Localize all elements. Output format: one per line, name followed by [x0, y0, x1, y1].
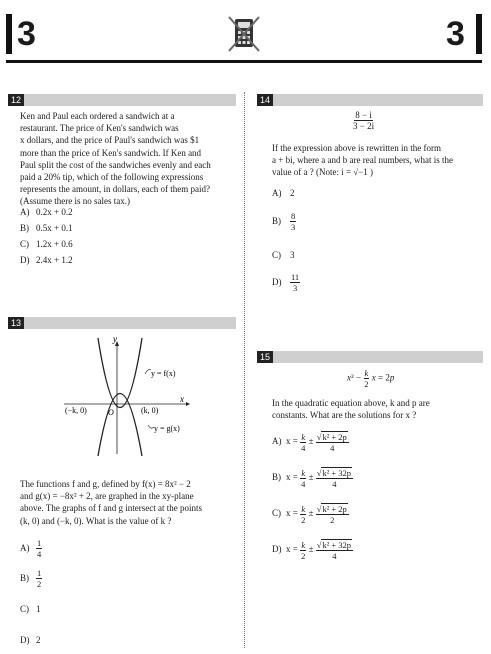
x-axis-label: x: [180, 394, 184, 404]
header-rule: [6, 60, 482, 63]
curve-f: [98, 338, 142, 408]
answer-choice-d[interactable]: D) 2: [20, 635, 41, 645]
q12-line: Paul split the cost of the sandwiches evenly and each: [20, 159, 211, 170]
header-left-bar: [6, 14, 12, 54]
fraction: $\frac{8}{3}$: [291, 211, 296, 232]
q15-line: constants. What are the solutions for x ?: [272, 410, 417, 421]
question-14-text: [272, 142, 484, 179]
q13-line: (k, 0) and (−k, 0). What is the value of k ?: [20, 515, 172, 526]
question-bar-15: [257, 351, 483, 363]
answer-choice-c[interactable]: C) 1: [20, 604, 41, 614]
question-bar-12: [8, 94, 236, 106]
answer-choice-c[interactable]: C) 3: [272, 250, 295, 260]
neg-k-point-label: (−k, 0): [65, 406, 87, 415]
answer-choice-a[interactable]: A) x = $\frac{k}{4}$ ± $\frac{\text{√k² + 2p}}{4}$: [272, 431, 347, 453]
answer-choice-b[interactable]: B) x = $\frac{k}{4}$ ± $\frac{\text{√k² + 32p}}{4}$: [272, 467, 352, 489]
no-calculator-icon: [226, 14, 262, 54]
pos-k-point-label: (k, 0): [141, 406, 159, 415]
question-15-text: [272, 397, 484, 421]
question-number-12: 12: [8, 94, 24, 106]
y-axis-label: y: [113, 334, 117, 344]
q14-line: value of a ? (Note: i = √−1 ): [272, 167, 374, 178]
answer-choice-c[interactable]: C) 1.2x + 0.6: [20, 239, 73, 249]
fraction: $\frac{1}{2}$: [37, 568, 42, 589]
q13-line: and g(x) = −8x² + 2, are graphed in the xy-plane: [20, 491, 194, 502]
answer-choice-a[interactable]: A) 0.2x + 0.2: [20, 207, 73, 217]
q12-line: represents the amount, in dollars, each of them paid?: [20, 184, 210, 195]
answer-choice-d[interactable]: D) 2.4x + 1.2: [20, 255, 73, 265]
q12-line: paid a 20% tip, which of the following expressions: [20, 172, 204, 183]
question-number-14: 14: [257, 94, 273, 106]
answer-choice-b[interactable]: B) $\frac{8}{3}$: [272, 211, 296, 232]
q12-line: x dollars, and the price of Paul's sandwich was $1: [20, 135, 200, 146]
answer-choice-b[interactable]: B) 0.5x + 0.1: [20, 223, 73, 233]
origin-label: O: [108, 408, 114, 417]
question-bar-14: [257, 94, 483, 106]
question-number-15: 15: [257, 351, 273, 363]
q12-line: restaurant. The price of Ken's sandwich was: [20, 123, 179, 134]
q14-line: a + bi, where a and b are real numbers, what is the: [272, 155, 454, 166]
question-number-13: 13: [8, 317, 24, 329]
header-right-bar: [476, 14, 482, 54]
q13-line: The functions f and g, defined by f(x) = 8x² − 2: [20, 479, 191, 489]
answer-choice-d[interactable]: D) x = $\frac{k}{2}$ ± $\frac{\text{√k² + 32p}}{4}$: [272, 539, 352, 561]
question-12-text: [20, 110, 242, 208]
q14-expression: $\frac{8 - i}{3 - 2i}$: [353, 110, 375, 131]
f-label: y = f(x): [151, 369, 176, 378]
column-divider: [244, 92, 245, 648]
answer-choice-a[interactable]: A) $\frac{1}{4}$: [20, 538, 42, 559]
fraction: $\frac{1}{4}$: [37, 538, 42, 559]
q12-options: [20, 206, 73, 270]
question-bar-13: [8, 317, 236, 329]
question-13-text: [20, 478, 242, 527]
g-label: y = g(x): [154, 424, 180, 433]
q12-line: more than the price of Ken's sandwich. If Ken and: [20, 147, 202, 158]
fraction: $\frac{11}{3}$: [291, 272, 300, 293]
section-number-right: 3: [446, 15, 465, 53]
curve-g: [98, 394, 142, 457]
answer-choice-d[interactable]: D) $\frac{11}{3}$: [272, 272, 300, 293]
q13-graph: [62, 334, 212, 456]
answer-choice-a[interactable]: A) 2: [272, 188, 295, 198]
q14-line: If the expression above is rewritten in the form: [272, 143, 441, 153]
answer-choice-c[interactable]: C) x = $\frac{k}{2}$ ± $\frac{\text{√k² + 2p}}{2}$: [272, 503, 347, 525]
q15-line: In the quadratic equation above, k and p are: [272, 398, 430, 408]
q15-equation: x² − $\frac{k}{2}$ x = 2p: [347, 368, 395, 389]
q13-line: above. The graphs of f and g intersect at the points: [20, 503, 203, 514]
q12-line: (Assume there is no sales tax.): [20, 196, 130, 207]
answer-choice-b[interactable]: B) $\frac{1}{2}$: [20, 568, 42, 589]
q12-line: Ken and Paul each ordered a sandwich at a: [20, 111, 175, 121]
section-number-left: 3: [17, 15, 36, 53]
